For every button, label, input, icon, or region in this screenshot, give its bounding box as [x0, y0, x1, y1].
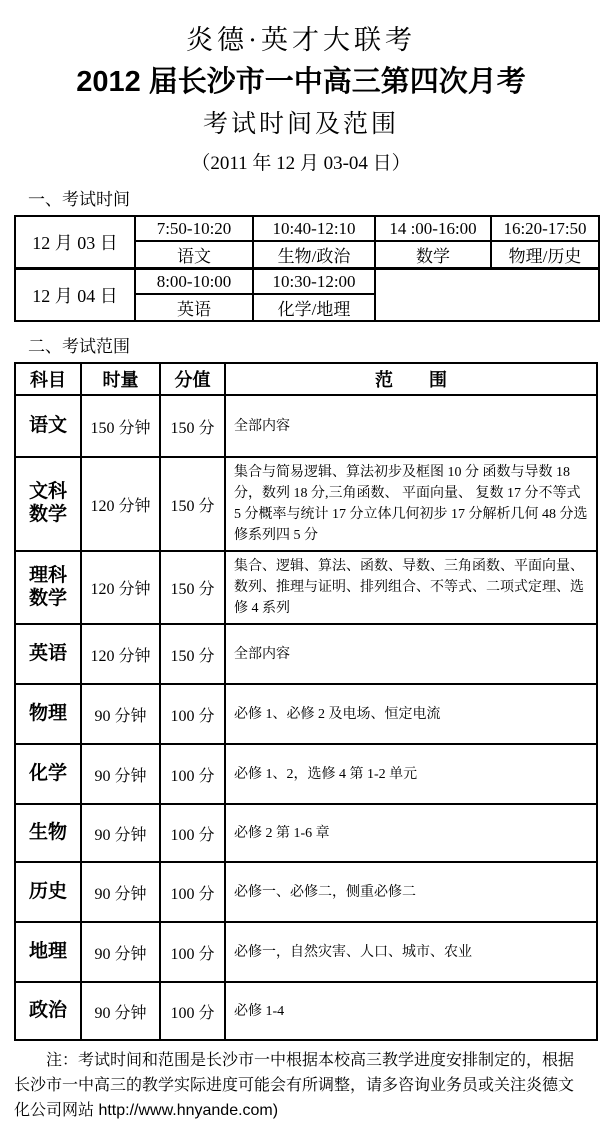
- table-row: [15, 624, 597, 684]
- duration-cell: 90 分钟: [81, 804, 160, 862]
- subject-cell: 历史: [15, 862, 81, 922]
- duration-cell: 90 分钟: [81, 862, 160, 922]
- col-header-subject: 科目: [15, 363, 81, 395]
- score-cell: 100 分: [160, 982, 225, 1040]
- table-row: [15, 684, 597, 744]
- subject-cell: 数学: [375, 241, 491, 269]
- table-row: [15, 395, 597, 457]
- duration-cell: 90 分钟: [81, 684, 160, 744]
- date-cell: 12 月 03 日: [15, 216, 135, 269]
- score-cell: 150 分: [160, 457, 225, 551]
- doc-subtitle: 考试时间及范围: [202, 111, 399, 138]
- score-cell: 150 分: [160, 624, 225, 684]
- time-cell: 10:30-12:00: [253, 269, 375, 295]
- footnote: 注：考试时间和范围是长沙市一中根据本校高三教学进度安排制定的，根据长沙市一中高三的教学实际进度可能会有所调整，请多咨询业务员或关注炎德文化公司网站 http://www.hnyande.com): [14, 1052, 575, 1119]
- time-cell: 7:50-10:20: [135, 216, 253, 241]
- date-cell: 12 月 04 日: [15, 269, 135, 322]
- col-header-duration: 时量: [81, 363, 160, 395]
- scope-cell: 必修 2 第 1-6 章: [225, 804, 597, 862]
- exam-time-table: [14, 215, 600, 322]
- duration-cell: 120 分钟: [81, 551, 160, 624]
- score-cell: 100 分: [160, 922, 225, 982]
- subject-cell: 地理: [15, 922, 81, 982]
- subject-cell: 语文: [135, 241, 253, 269]
- scope-cell: 必修一，自然灾害、人口、城市、农业: [225, 922, 597, 982]
- subject-cell: 文科数学: [15, 457, 81, 551]
- section-exam-scope-label: 二、考试范围: [28, 337, 130, 356]
- duration-cell: 150 分钟: [81, 395, 160, 457]
- subject-cell: 物理/历史: [491, 241, 599, 269]
- table-row: [15, 457, 597, 551]
- score-cell: 150 分: [160, 395, 225, 457]
- scope-cell: 全部内容: [225, 395, 597, 457]
- table-row: [15, 922, 597, 982]
- time-cell: 16:20-17:50: [491, 216, 599, 241]
- scope-cell: 必修一、必修二，侧重必修二: [225, 862, 597, 922]
- exam-date-line: （2011 年 12 月 03-04 日）: [191, 153, 411, 174]
- table-row: [15, 269, 599, 295]
- col-header-scope: 范 围: [225, 363, 597, 395]
- score-cell: 100 分: [160, 804, 225, 862]
- duration-cell: 90 分钟: [81, 982, 160, 1040]
- scope-cell: 集合与简易逻辑、算法初步及框图 10 分 函数与导数 18 分，数列 18 分,三角函数、 平面向量、 复数 17 分不等式 5 分概率与统计 17 分立体几何初步 17 分解析几何 48 分选修系列四 5 分: [225, 457, 597, 551]
- time-cell: 10:40-12:10: [253, 216, 375, 241]
- col-header-score: 分值: [160, 363, 225, 395]
- subject-cell: 化学/地理: [253, 294, 375, 321]
- duration-cell: 120 分钟: [81, 624, 160, 684]
- subject-cell: 政治: [15, 982, 81, 1040]
- time-cell: 8:00-10:00: [135, 269, 253, 295]
- subject-cell: 英语: [135, 294, 253, 321]
- score-cell: 100 分: [160, 862, 225, 922]
- score-cell: 100 分: [160, 744, 225, 804]
- table-row: [15, 804, 597, 862]
- scope-cell: 必修 1、2，选修 4 第 1-2 单元: [225, 744, 597, 804]
- scope-cell: 全部内容: [225, 624, 597, 684]
- subject-cell: 生物/政治: [253, 241, 375, 269]
- exam-scope-table: [14, 362, 598, 1041]
- table-row: [15, 982, 597, 1040]
- duration-cell: 90 分钟: [81, 744, 160, 804]
- brand-title: 炎德·英才大联考: [186, 25, 416, 55]
- score-cell: 100 分: [160, 684, 225, 744]
- scope-cell: 必修 1、必修 2 及电场、恒定电流: [225, 684, 597, 744]
- table-row: [15, 862, 597, 922]
- subject-cell: 英语: [15, 624, 81, 684]
- scope-cell: 必修 1-4: [225, 982, 597, 1040]
- subject-cell: 语文: [15, 395, 81, 457]
- exam-title: 2012 届长沙市一中高三第四次月考: [76, 66, 526, 98]
- subject-cell: 理科数学: [15, 551, 81, 624]
- table-row: [15, 744, 597, 804]
- subject-cell: 物理: [15, 684, 81, 744]
- duration-cell: 90 分钟: [81, 922, 160, 982]
- scope-cell: 集合、逻辑、算法、函数、导数、三角函数、平面向量、数列、推理与证明、排列组合、不等式、二项式定理、选修 4 系列: [225, 551, 597, 624]
- table-row: [15, 551, 597, 624]
- header-row: [15, 363, 597, 395]
- duration-cell: 120 分钟: [81, 457, 160, 551]
- empty-cell: [375, 269, 599, 322]
- time-cell: 14 :00-16:00: [375, 216, 491, 241]
- subject-cell: 化学: [15, 744, 81, 804]
- subject-cell: 生物: [15, 804, 81, 862]
- section-exam-time-label: 一、考试时间: [28, 190, 130, 209]
- score-cell: 150 分: [160, 551, 225, 624]
- table-row: [15, 216, 599, 241]
